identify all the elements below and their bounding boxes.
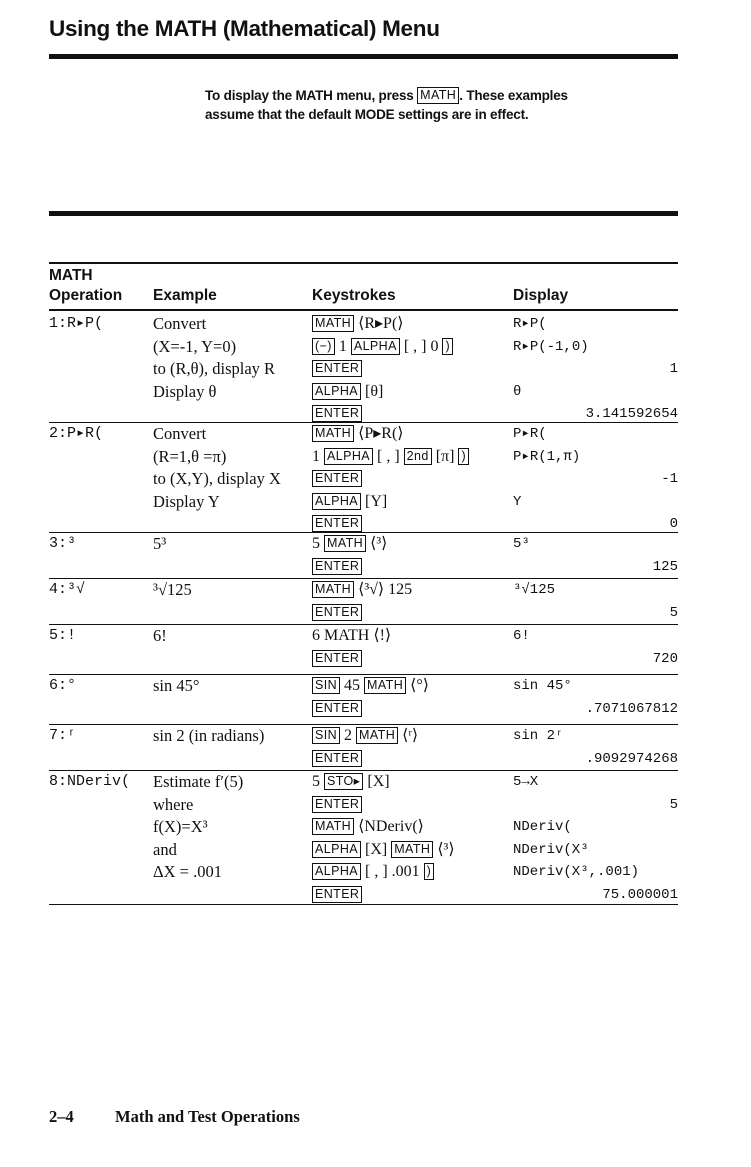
keystroke-text: [ , ] 0 xyxy=(399,337,443,355)
display-entry: 5→X xyxy=(513,774,539,790)
display-result: .9092974268 xyxy=(585,750,678,767)
keystroke-line xyxy=(312,381,453,404)
keystrokes-cell xyxy=(312,423,469,536)
example-cell xyxy=(153,675,199,720)
table-row xyxy=(49,313,678,423)
example-line: Display Y xyxy=(153,491,220,511)
keystroke-line xyxy=(312,446,469,469)
keystroke-text: [θ] xyxy=(361,382,384,400)
example-line: sin 45° xyxy=(153,676,200,695)
keystroke-line xyxy=(312,648,391,671)
display-entry: sin 45° xyxy=(513,678,572,694)
keystroke-text: 5 xyxy=(312,773,324,790)
intro-text xyxy=(205,86,568,124)
example-cell xyxy=(153,625,167,670)
keystroke-text: [X] xyxy=(363,773,390,790)
display-result: 1 xyxy=(669,361,678,377)
section-rule xyxy=(49,211,678,216)
header-keystrokes: Keystrokes xyxy=(312,287,396,304)
keystroke-line xyxy=(312,556,387,579)
example-line: and xyxy=(153,839,177,859)
keystroke-text: [Y] xyxy=(361,492,388,510)
calculator-key: ) xyxy=(458,448,469,465)
keystroke-text: ⟨°⟩ xyxy=(406,677,430,694)
keystrokes-cell xyxy=(312,725,418,770)
operation-cell: 5:! xyxy=(49,627,77,644)
table-row xyxy=(49,423,678,533)
calculator-key: ENTER xyxy=(312,604,362,621)
calculator-key: MATH xyxy=(364,677,406,694)
calculator-key: ENTER xyxy=(312,650,362,667)
keystrokes-cell xyxy=(312,625,391,670)
intro-line-1-end: . These examples xyxy=(459,88,568,103)
keystrokes-cell xyxy=(312,313,453,426)
example-line: Convert xyxy=(153,314,207,333)
keystroke-text: [ , ] .001 xyxy=(361,863,424,880)
calculator-key: MATH xyxy=(356,727,398,744)
display-entry: P▸R( xyxy=(513,426,547,442)
header-display: Display xyxy=(513,287,569,304)
section-name: Math and Test Operations xyxy=(115,1107,300,1126)
keystrokes-cell xyxy=(312,533,387,578)
calculator-key: STO▸ xyxy=(324,773,363,790)
example-line: Convert xyxy=(153,424,207,443)
header-operation xyxy=(49,266,122,306)
example-line: sin 2 (in radians) xyxy=(153,726,265,745)
keystroke-text: 6 MATH ⟨!⟩ xyxy=(312,627,392,644)
operation-cell: 4:³√ xyxy=(49,581,86,598)
keystroke-line xyxy=(312,468,469,491)
display-result: .7071067812 xyxy=(585,700,678,717)
calculator-key: ALPHA xyxy=(312,863,361,880)
operation-cell: 6:° xyxy=(49,677,77,694)
display-cell xyxy=(513,675,678,720)
calculator-key: MATH xyxy=(312,818,354,835)
calculator-key: MATH xyxy=(391,841,433,858)
calculator-key: MATH xyxy=(312,425,354,442)
example-line: ³√125 xyxy=(153,580,192,599)
intro-line-1 xyxy=(205,86,568,105)
keystroke-text: 1 xyxy=(312,447,324,465)
table-row xyxy=(49,675,678,725)
keystroke-text: [ , ] xyxy=(373,447,404,465)
intro-line-1-start: To display the MATH menu, press xyxy=(205,88,418,103)
example-cell xyxy=(153,313,275,426)
keystrokes-cell xyxy=(312,771,455,906)
keystroke-text: ⟨³√⟩ 125 xyxy=(354,581,413,598)
example-line: (R=1,θ =π) xyxy=(153,446,227,466)
calculator-key: ENTER xyxy=(312,405,362,422)
keystroke-line xyxy=(312,423,469,446)
calculator-key: MATH xyxy=(312,315,354,332)
calculator-key: ENTER xyxy=(312,515,362,532)
example-line: (X=-1, Y=0) xyxy=(153,336,237,356)
keystroke-line xyxy=(312,358,453,381)
keystroke-line xyxy=(312,698,429,721)
example-line: Estimate f′(5) xyxy=(153,772,244,791)
example-line: where xyxy=(153,794,194,814)
keystrokes-cell xyxy=(312,579,412,624)
display-result: 0 xyxy=(669,516,678,532)
keystroke-line xyxy=(312,336,453,359)
example-line: ΔX = .001 xyxy=(153,862,222,881)
keystroke-text: 1 xyxy=(334,337,351,355)
header-operation-line-2: Operation xyxy=(49,287,123,304)
calculator-key: ALPHA xyxy=(312,841,361,858)
display-entry: NDeriv(X³ xyxy=(513,841,589,858)
display-entry: sin 2ʳ xyxy=(513,728,564,744)
display-entry: 5³ xyxy=(513,536,530,552)
header-rule xyxy=(49,309,678,311)
example-line: to (R,θ), display R xyxy=(153,359,276,378)
keystroke-line xyxy=(312,491,469,514)
calculator-key: ) xyxy=(424,863,435,880)
example-line: 6! xyxy=(153,626,167,645)
example-cell xyxy=(153,725,264,770)
table-row xyxy=(49,533,678,579)
keystroke-text: [X] xyxy=(361,840,392,858)
keystroke-text: ⟨P▸R(⟩ xyxy=(354,425,404,442)
operation-cell: 8:NDeriv( xyxy=(49,773,131,790)
calculator-key: MATH xyxy=(312,581,354,598)
display-entry: NDeriv( xyxy=(513,819,572,835)
calculator-key: ENTER xyxy=(312,886,362,903)
calculator-key: ) xyxy=(442,338,453,355)
keystroke-line xyxy=(312,625,391,648)
calculator-key: ALPHA xyxy=(312,383,361,400)
display-entry: R▸P( xyxy=(513,316,547,332)
table-top-rule xyxy=(49,262,678,264)
display-result: 5 xyxy=(669,604,678,621)
display-result: 3.141592654 xyxy=(585,406,678,422)
keystroke-line xyxy=(312,748,418,771)
example-cell xyxy=(153,423,281,536)
keystroke-line xyxy=(312,725,418,748)
calculator-key: ENTER xyxy=(312,558,362,575)
display-result: 5 xyxy=(669,796,678,813)
calculator-key: ENTER xyxy=(312,700,362,717)
keystroke-line xyxy=(312,533,387,556)
keystroke-text: 5 xyxy=(312,535,324,552)
display-entry: P▸R(1,π) xyxy=(513,448,581,465)
page-title: Using the MATH (Mathematical) Menu xyxy=(49,16,440,41)
keystroke-line xyxy=(312,675,429,698)
display-cell xyxy=(513,423,678,536)
display-entry: ³√125 xyxy=(513,582,556,598)
operation-cell: 7:ʳ xyxy=(49,727,77,744)
calculator-key: ALPHA xyxy=(324,448,373,465)
example-line: f(X)=X³ xyxy=(153,817,208,836)
calculator-key: ENTER xyxy=(312,796,362,813)
table-row xyxy=(49,725,678,771)
row-divider xyxy=(49,904,678,906)
example-line xyxy=(153,648,167,671)
calculator-key: ALPHA xyxy=(312,493,361,510)
example-line: to (X,Y), display X xyxy=(153,469,281,488)
operation-cell: 1:R▸P( xyxy=(49,315,104,332)
display-entry: θ xyxy=(513,383,522,400)
calculator-key: (−) xyxy=(312,338,335,355)
keystroke-line xyxy=(312,794,455,817)
keystroke-line xyxy=(312,771,455,794)
calculator-key: 2nd xyxy=(404,448,432,465)
display-entry: 6! xyxy=(513,628,530,644)
example-cell xyxy=(153,533,166,578)
example-line: Display θ xyxy=(153,381,217,401)
header-operation-line-1: MATH xyxy=(49,267,93,284)
keystroke-text: ⟨³⟩ xyxy=(366,535,388,552)
display-cell xyxy=(513,771,678,906)
keystrokes-cell xyxy=(312,675,429,720)
example-cell xyxy=(153,771,243,906)
keystroke-text: ⟨³⟩ xyxy=(433,840,455,858)
operation-cell: 2:P▸R( xyxy=(49,425,104,442)
display-entry: NDeriv(X³,.001) xyxy=(513,864,640,880)
keystroke-text: 2 xyxy=(340,727,357,744)
keystroke-line xyxy=(312,313,453,336)
calculator-key: ENTER xyxy=(312,750,362,767)
keystroke-text: ⟨R▸P(⟩ xyxy=(354,315,404,332)
display-entry: R▸P(-1,0) xyxy=(513,338,589,355)
calculator-key: SIN xyxy=(312,727,340,744)
keystroke-line xyxy=(312,861,455,884)
display-entry: Y xyxy=(513,493,522,510)
table-row xyxy=(49,625,678,675)
calculator-key: MATH xyxy=(324,535,366,552)
display-cell xyxy=(513,533,678,578)
example-line xyxy=(153,602,192,625)
example-line xyxy=(153,748,264,771)
display-result: 75.000001 xyxy=(602,886,678,903)
page-number: 2–4 xyxy=(49,1107,74,1126)
example-line: 5³ xyxy=(153,534,167,553)
calculator-key: ENTER xyxy=(312,470,362,487)
display-cell xyxy=(513,313,678,426)
calculator-key: ENTER xyxy=(312,360,362,377)
calculator-key: ALPHA xyxy=(351,338,400,355)
keystroke-text: 45 xyxy=(340,677,365,694)
example-line xyxy=(153,698,199,721)
example-line xyxy=(153,556,166,579)
display-result: -1 xyxy=(661,471,678,487)
header-example: Example xyxy=(153,287,217,304)
table-row xyxy=(49,579,678,625)
keystroke-line xyxy=(312,579,412,602)
keystroke-line xyxy=(312,816,455,839)
keystroke-text: [π] xyxy=(431,447,459,465)
display-result: 125 xyxy=(652,558,678,575)
keystroke-line xyxy=(312,839,455,862)
title-rule xyxy=(49,54,678,59)
keystroke-text: ⟨ʳ⟩ xyxy=(398,727,419,744)
calculator-key: SIN xyxy=(312,677,340,694)
table-row xyxy=(49,771,678,905)
math-key: MATH xyxy=(417,87,459,104)
keystroke-text: ⟨NDeriv(⟩ xyxy=(354,818,424,835)
intro-line-2: assume that the default MODE settings are in effect. xyxy=(205,107,529,122)
display-result: 720 xyxy=(652,650,678,667)
display-cell xyxy=(513,625,678,670)
example-cell xyxy=(153,579,192,624)
keystroke-line xyxy=(312,602,412,625)
operation-cell: 3:³ xyxy=(49,535,77,552)
page-footer xyxy=(49,1107,300,1127)
display-cell xyxy=(513,725,678,770)
display-cell xyxy=(513,579,678,624)
